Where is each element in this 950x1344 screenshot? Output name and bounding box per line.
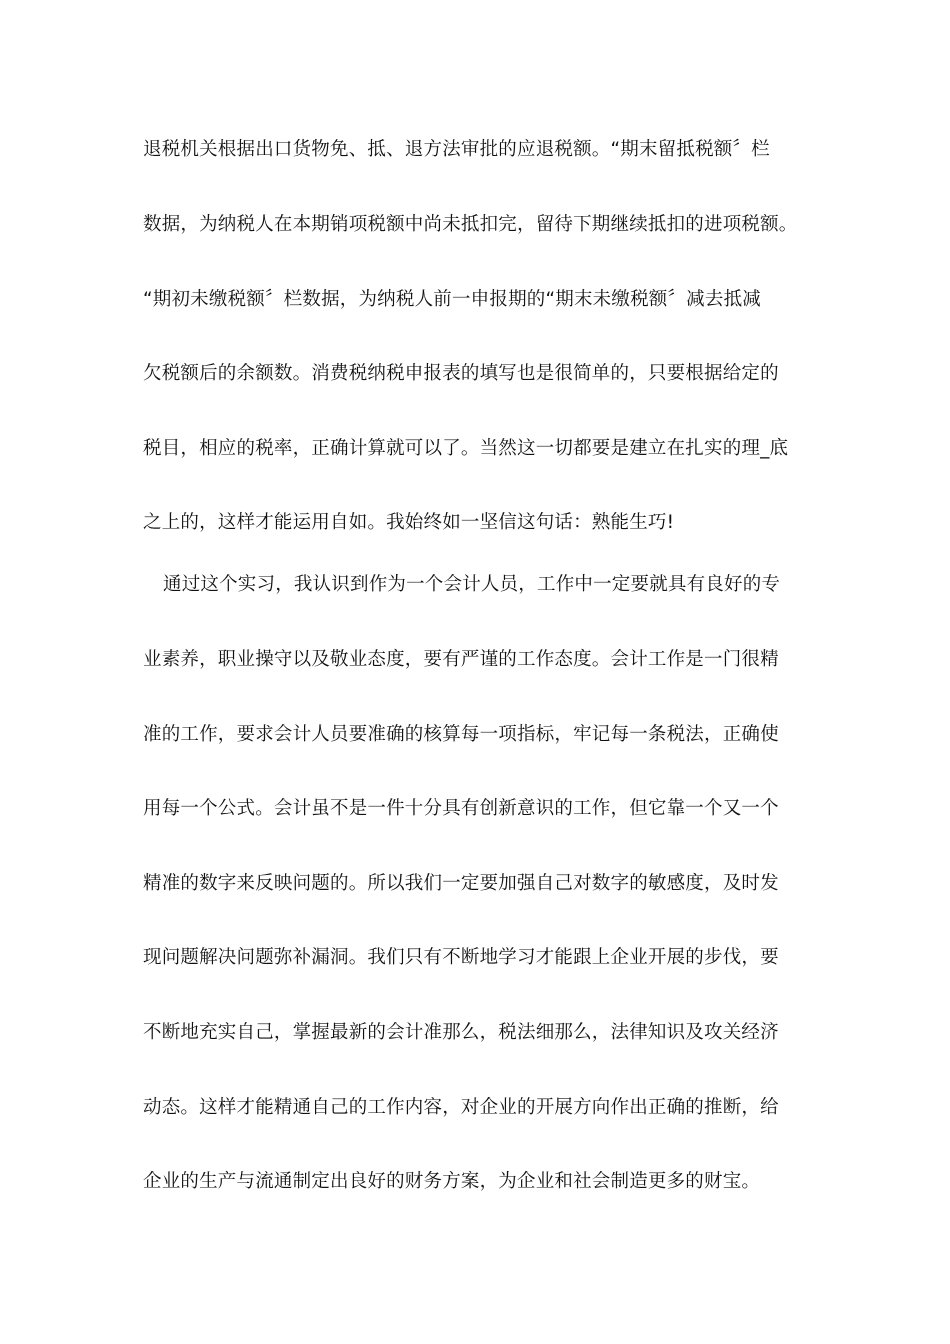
paragraph-first-line: 通过这个实习，我认识到作为一个会计人员，工作中一定要就具有良好的专: [163, 574, 781, 595]
text-line: 之上的，这样才能运用自如。我始终如一坚信这句话：熟能生巧!: [143, 512, 675, 533]
text-line: 精准的数字来反映问题的。所以我们一定要加强自己对数字的敏感度，及时发: [143, 873, 779, 894]
text-line: “期初未缴税额〞栏数据，为纳税人前一申报期的“期末未缴税额〞减去抵减: [143, 289, 761, 310]
text-line: 不断地充实自己，掌握最新的会计准那么，税法细那么，法律知识及攻关经济: [143, 1022, 779, 1043]
text-line: 退税机关根据出口货物免、抵、退方法审批的应退税额。“期末留抵税额〞栏: [143, 139, 770, 160]
text-line: 企业的生产与流通制定出良好的财务方案，为企业和社会制造更多的财宝。: [143, 1171, 761, 1192]
text-line: 数据，为纳税人在本期销项税额中尚未抵扣完，留待下期继续抵扣的进项税额。: [143, 214, 798, 235]
text-line: 欠税额后的余额数。消费税纳税申报表的填写也是很简单的，只要根据给定的: [143, 363, 779, 384]
text-line: 业素养，职业操守以及敬业态度，要有严谨的工作态度。会计工作是一门很精: [143, 649, 779, 670]
text-line: 现问题解决问题弥补漏洞。我们只有不断地学习才能跟上企业开展的步伐，要: [143, 947, 779, 968]
text-line: 动态。这样才能精通自己的工作内容，对企业的开展方向作出正确的推断，给: [143, 1097, 779, 1118]
text-line: 准的工作，要求会计人员要准确的核算每一项指标，牢记每一条税法，正确使: [143, 724, 779, 745]
text-line: 税目，相应的税率，正确计算就可以了。当然这一切都要是建立在扎实的理_底: [143, 438, 789, 459]
text-line: 用每一个公式。会计虽不是一件十分具有创新意识的工作，但它靠一个又一个: [143, 798, 779, 819]
